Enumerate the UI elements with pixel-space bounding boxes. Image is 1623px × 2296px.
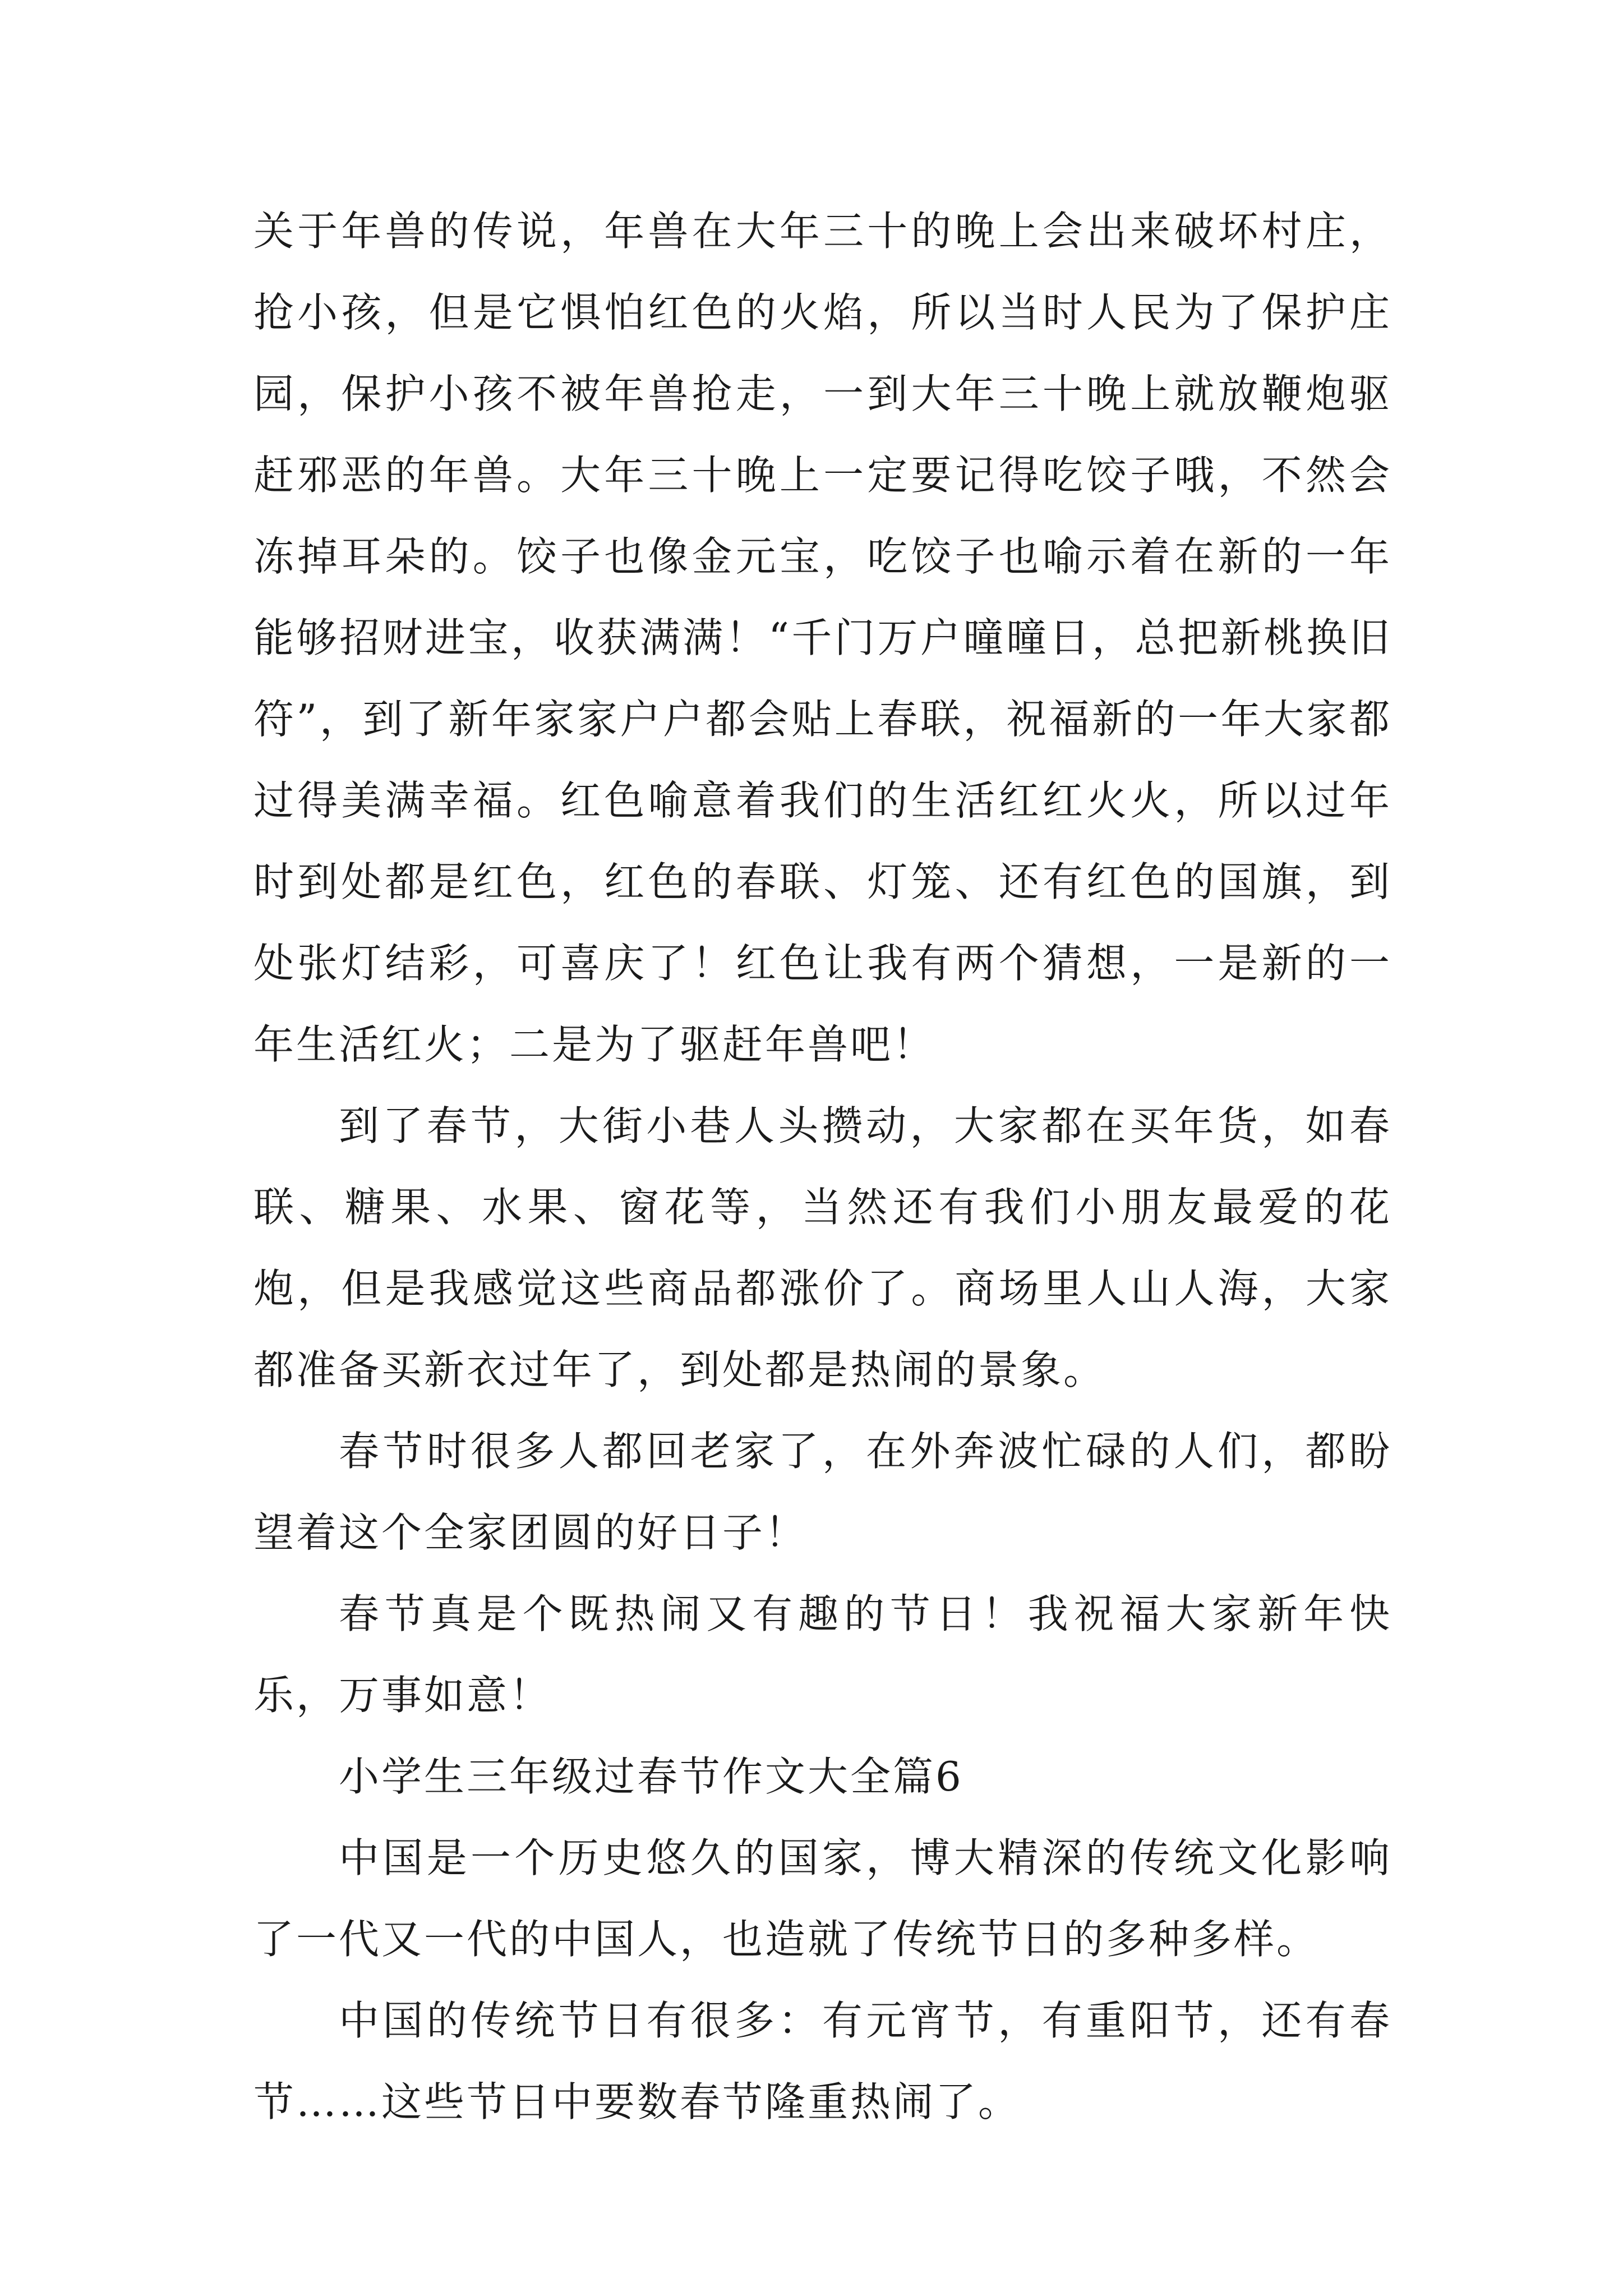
paragraph-new-year-shopping: 到了春节，大街小巷人头攒动，大家都在买年货，如春联、糖果、水果、窗花等，当然还有我们小朋友最爱的花炮，但是我感觉这些商品都涨价了。商场里人山人海，大家都准备买新衣过年了，到处都是热闹的景象。	[253, 1102, 1392, 1393]
paragraph-blessing: 春节真是个既热闹又有趣的节日！我祝福大家新年快乐，万事如意！	[253, 1590, 1392, 1719]
paragraph-traditional-festivals: 中国的传统节日有很多：有元宵节，有重阳节，还有春节……这些节日中要数春节隆重热闹了。	[253, 1997, 1392, 2125]
paragraph-chinese-culture: 中国是一个历史悠久的国家，博大精深的传统文化影响了一代又一代的中国人，也造就了传统节日的多种多样。	[253, 1834, 1392, 1963]
section-heading: 小学生三年级过春节作文大全篇6	[339, 1753, 963, 1800]
paragraph-nian-legend: 关于年兽的传说，年兽在大年三十的晚上会出来破坏村庄，抢小孩，但是它惧怕红色的火焰，所以当时人民为了保护庄园，保护小孩不被年兽抢走，一到大年三十晚上就放鞭炮驱赶邪恶的年兽。大年三十晚上一定要记得吃饺子哦，不然会冻掉耳朵的。饺子也像金元宝，吃饺子也喻示着在新的一年能够招财进宝，收获满满！“千门万户曈曈日，总把新桃换旧符”，到了新年家家户户都会贴上春联，祝福新的一年大家都过得美满幸福。红色喻意着我们的生活红红火火，所以过年时到处都是红色，红色的春联、灯笼、还有红色的国旗，到处张灯结彩，可喜庆了！红色让我有两个猜想，一是新的一年生活红火；二是为了驱赶年兽吧！	[253, 208, 1392, 1068]
paragraph-going-home: 春节时很多人都回老家了，在外奔波忙碌的人们，都盼望着这个全家团圆的好日子！	[253, 1428, 1392, 1556]
document-body	[253, 191, 1392, 2143]
